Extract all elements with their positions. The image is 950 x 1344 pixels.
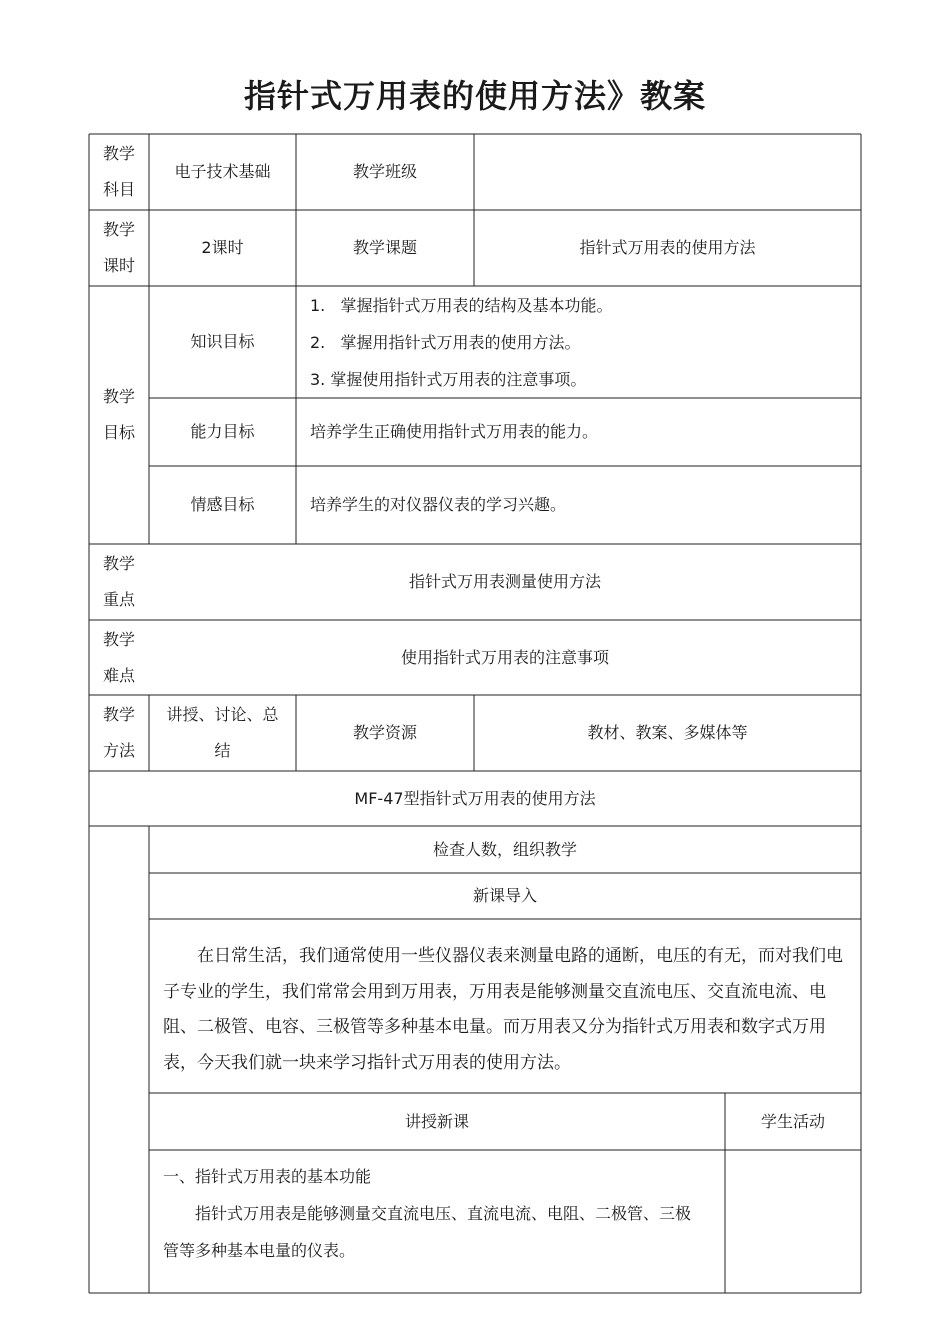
subject-label: 教学 科目 bbox=[102, 144, 135, 199]
intro-heading: 新课导入 bbox=[472, 886, 537, 905]
method-label: 教学 方法 bbox=[102, 705, 135, 760]
difficulty-label: 教学 难点 bbox=[102, 629, 135, 685]
knowledge-goal-list bbox=[296, 286, 861, 398]
subject-value: 电子技术基础 bbox=[174, 162, 271, 181]
goals-label: 教学 目标 bbox=[102, 387, 135, 442]
section-one bbox=[149, 1150, 725, 1293]
key-point-label: 教学 重点 bbox=[102, 554, 135, 609]
hours-value: 2课时 bbox=[201, 238, 244, 257]
emotion-goal-label: 情感目标 bbox=[190, 495, 255, 514]
resource-value: 教材、教案、多媒体等 bbox=[587, 723, 748, 742]
class-value bbox=[474, 134, 861, 210]
topic-label: 教学课题 bbox=[352, 238, 417, 257]
page-title: 指针式万用表的使用方法》教案 bbox=[243, 77, 706, 115]
teach-heading: 讲授新课 bbox=[404, 1111, 469, 1131]
hours-label: 教学 课时 bbox=[102, 220, 135, 275]
check-attendance: 检查人数，组织教学 bbox=[432, 839, 577, 859]
lesson-title: MF-47型指针式万用表的使用方法 bbox=[354, 788, 596, 808]
class-label: 教学班级 bbox=[352, 162, 417, 181]
knowledge-goal-label: 知识目标 bbox=[190, 332, 255, 351]
student-activity-cell bbox=[725, 1150, 861, 1293]
list-item: 2. 掌握用指针式万用表的使用方法。 bbox=[310, 332, 581, 352]
method-value: 讲授、讨论、总 结 bbox=[166, 705, 279, 760]
ability-goal-label: 能力目标 bbox=[190, 422, 255, 441]
section-one-text: 指针式万用表是能够测量交直流电压、直流电流、电阻、二极管、三极管等多种基本电量的仪表。 bbox=[163, 1204, 692, 1260]
section-one-title: 一、指针式万用表的基本功能 bbox=[163, 1167, 372, 1186]
emotion-goal-value: 培养学生的对仪器仪表的学习兴趣。 bbox=[310, 495, 567, 514]
ability-goal-value: 培养学生正确使用指针式万用表的能力。 bbox=[310, 422, 599, 441]
student-activity-heading: 学生活动 bbox=[760, 1111, 825, 1131]
topic-value: 指针式万用表的使用方法 bbox=[579, 238, 756, 257]
list-item: 3. 掌握使用指针式万用表的注意事项。 bbox=[310, 369, 587, 389]
resource-label: 教学资源 bbox=[352, 723, 417, 742]
list-item: 1. 掌握指针式万用表的结构及基本功能。 bbox=[310, 295, 613, 315]
intro-paragraph: 在日常生活，我们通常使用一些仪器仪表来测量电路的通断，电压的有无，而对我们电子专业的学生，我们常常会用到万用表，万用表是能够测量交直流电压、交直流电流、电阻、二极管、电容、三极管等多种基本电量。而万用表又分为指针式万用表和数字式万用表，今天我们就一块来学习指针式万用表的使用方法。 bbox=[163, 946, 843, 1073]
key-point-value: 指针式万用表测量使用方法 bbox=[408, 572, 601, 591]
difficulty-value: 使用指针式万用表的注意事项 bbox=[400, 647, 609, 667]
